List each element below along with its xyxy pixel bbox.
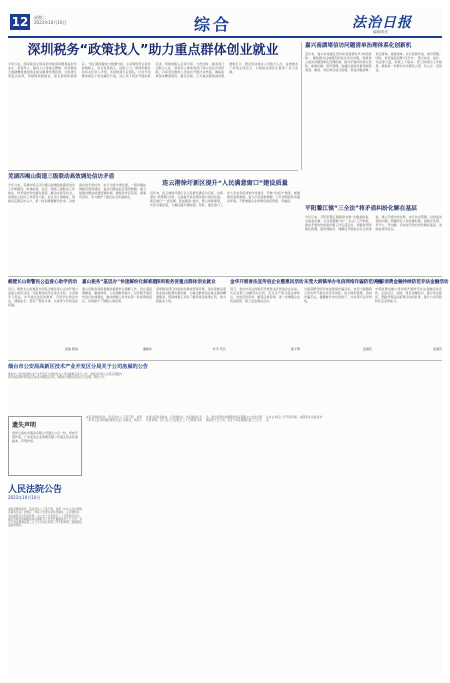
short-article — [82, 279, 157, 357]
page-number: 12 — [11, 15, 29, 29]
mid-center-body: 近年来，连云港徐圩新区以人民群众满意为目标，持续深化“放管服”改革，全面提升政务服务窗口建设质量。新区推行“一窗受理、集成服务”模式，整合审批事项，优化办事流程，大幅压缩办理时限。同时，强化窗口工作人员业务培训和作风建设，开展“好差评”制度，畅通群众监督渠道，着力打造高效便捷、公开透明的政务服务环境，不断增强企业和群众的获得感、幸福感。 — [150, 191, 300, 207]
row-rule — [8, 360, 442, 361]
short-headline[interactable]: 中部消费金融持续防范非法金融活动 — [375, 280, 449, 285]
court-notice-text: 本院受理的案件，因受送达人下落不明，依照《中华人民共和国民事诉讼法》的规定，向其公告送达起诉状副本、应诉通知书、举证通知书及开庭传票。自公告之日起经过三十日即视为送达。提出答辩状的期限和举证期限为公告送达期满后的十五日内，并定于举证期满后第三日上午九时在本院公开开庭审理，逾期将依法缺席判决。 — [8, 508, 82, 528]
short-article — [8, 279, 78, 357]
byline: 张国庆 — [362, 347, 372, 351]
court-notice-body — [86, 416, 442, 672]
short-article — [230, 279, 304, 357]
byline: 张俊 陈锐 — [65, 347, 78, 351]
short-headline[interactable]: 深圳税务促重点群体创业就业 — [156, 280, 216, 285]
byline: 张国庆 — [432, 347, 442, 351]
short-headline[interactable]: 嘉山税务“基层办”快速解纷化解难题 — [82, 280, 157, 285]
column-rule — [301, 42, 302, 170]
mid-left-headline[interactable]: 芜湖四褐山街道三级联动高效调处信访矛盾 — [8, 174, 115, 180]
lost-statement — [8, 416, 82, 476]
lead-headline[interactable]: 深圳税务“政策找人”助力重点群体创业就业 — [27, 43, 279, 58]
edition-date: 2023年10月10日 — [34, 20, 67, 25]
court-notice-body-left — [8, 508, 82, 672]
mid-left-body: 今年以来，芜湖市鸠江区四褐山街道积极探索信访工作新路径，构建街道、社区、网格三级联动工作体系，把矛盾纠纷化解在基层、解决在萌芽状态。街道成立信访工作领导小组，社区设立调解室，网格员定期走访入户，第一时间掌握群众诉求。对排查出的矛盾纠纷，实行分级分类处置，一般问题由网格员现场调处，复杂问题由社区组织调解，重大疑难问题由街道统筹协调，确保件件有着落、事事有回音，有力维护了辖区社会和谐稳定。 — [8, 183, 146, 203]
ad-body: 烟台市公安局高新技术产业开发区分局就有关公司房屋事宜进行公告，请相关权利人在规定期限内持有效证明材料到指定地点办理相关手续，逾期未办理的将依法予以处理。特此公告。 — [8, 373, 122, 380]
newspaper-flag: 法治日报 — [352, 15, 412, 31]
court-notice-title: 人民法院公告 — [8, 485, 63, 495]
byline: 叶宇 代长 — [213, 347, 226, 351]
short-body: 近日，金华市司法局组织开展普法宣传进企业活动，为企业职工讲解劳动合同、安全生产等方面法律知识，发放宣传资料，解答法律咨询，进一步增强企业依法经营、职工依法维权意识。 — [230, 287, 300, 303]
short-body: 深圳税务部门持续优化税收营商环境，落实落细各项创业就业税费优惠政策，为重点群体创业就业提供精准服务，帮助纳税人及时了解和享受政策红利，助力稳就业大局。 — [156, 287, 226, 303]
byline: 徐子勇 — [290, 347, 300, 351]
short-body: 中部消费金融公司持续开展防范非法金融活动宣传，走进社区、校园，普及金融知识，揭示非法集资、套路贷等违法犯罪活动的危害，提升公众风险防范意识和能力。 — [375, 287, 442, 303]
mid-center-headline[interactable]: 连云港徐圩新区提升“人民满意窗口”建设质量 — [162, 180, 288, 187]
mid-right-body: 今年以来，平阳县鳌江镇探索实施“全覆盖排查、全链条化解、全过程跟踪”的“三全法”工作机制，推动矛盾纠纷排查化解工作走深走实。该镇依托网格化管理，组织网格员、调解员开展常态化走访排查，建立矛盾纠纷台账，实行动态管理，对排查发现的问题，明确责任人和化解时限，做到早发现、早介入、早化解，切实把矛盾纠纷化解在基层、消除在萌芽状态。 — [305, 215, 442, 231]
ad-banner — [8, 363, 240, 411]
newspaper-page — [8, 8, 449, 675]
short-headline[interactable]: 鹤壁长山街警民公益爱心助学活动 — [8, 280, 77, 285]
court-notice-text: 本院受理的案件，因受送达人下落不明，依照《中华人民共和国民事诉讼法》的规定，向其公告送达起诉状副本、应诉通知书、举证通知书及开庭传票。自公告之日起经过三十日即视为送达。提出答辩状的期限和举证期限为公告送达期满后的十五日内，并定于举证期满后第三日上午九时在本院公开开庭审理，逾期将依法缺席判决。 — [86, 416, 322, 423]
mid-center-article — [150, 178, 300, 273]
mid-right-article — [305, 205, 442, 273]
mid-left-article — [8, 173, 146, 273]
short-article — [304, 279, 383, 357]
top-right-headline[interactable]: 嘉兴南湖堵信访问题清单治理体系化创新机 — [305, 43, 412, 49]
row-rule — [8, 170, 298, 171]
row-rule — [8, 276, 442, 277]
short-body: 近日，鹤壁长山街道派出所联合辖区爱心企业开展公益爱心助学活动，为困难家庭学生送去书包、文具等学习用品，并开展法治宣传教育，引导学生知法守法、健康成长，营造了警民共建、关爱青少年的良好氛围。 — [8, 287, 78, 307]
edition-info — [34, 15, 66, 25]
editor-line: 编辑/张宏 — [373, 30, 389, 34]
ad-title[interactable]: 烟台市公安局高新区技术产业开发区分局关于公司房屋的公告 — [8, 364, 149, 370]
lead-article — [8, 42, 298, 160]
mid-right-headline[interactable]: 平阳鳌江镇“三全法”将矛盾纠纷化解在基层 — [305, 206, 417, 212]
edition-weekday: 星期二 — [34, 15, 46, 20]
short-article — [156, 279, 226, 357]
short-body: 嘉山县税务局积极推进税费争议调解工作，设立基层调解室，邀请律师、人民调解员参与，对涉税矛盾纠纷进行快速调处，推动纳税人诉求在第一时间得到回应，有效提升了纳税人满意度。 — [82, 287, 152, 303]
top-right-article — [305, 42, 442, 202]
byline: 董晓华 — [142, 347, 152, 351]
court-notice-date: 2023年10月10日 — [8, 495, 41, 500]
lead-body: 今年以来，国家税务总局深圳市税务局聚焦高校毕业生、退役军人、脱贫人口等重点群体，依托税收大数据精准推送创业就业税费优惠政策，让政策红利直达快享，持续释放稳就业、促发展的积极效应。“我们通过税收大数据分析，主动筛选符合条件的纳税人，实行政策找人、送政上门。”深圳市税务局有关负责人介绍，该局组建专业团队，针对不同群体制定个性化辅导方案，线上线下同步开展政策宣讲，帮助纳税人应享尽享。与此同时，税务部门还联合人社、退役军人事务等部门建立信息共享机制，对享受优惠的人员信息开展比对核验，确保政策落实精准规范。截至目前，已为重点群体减免税费数亿元，惠及创业就业人员数万人次，有效激发了市场主体活力，为稳就业保民生提供了有力支撑。 — [8, 62, 298, 78]
court-notice-header — [8, 482, 84, 504]
short-headline[interactable]: 金华开展普法宣传进企业暨惠民活动 — [230, 280, 304, 285]
lost-body: 贵州云鼎技术服务有限公司遗失公章一枚，特此声明作废。广东某某企业管理有限公司遗失营业执照副本，声明作废。 — [12, 431, 79, 443]
masthead — [8, 8, 442, 38]
short-body: 为提高群众防范电信网络诈骗意识，东莞大朗镇联合派出所开展反诈宣传讲座，结合典型案例，剖析诈骗手法，提醒群众守好钱袋子，切实筑牢反诈防线。 — [304, 287, 372, 303]
section-title: 综合 — [194, 15, 233, 34]
short-headline[interactable]: 东莞大朗镇举办电信网络诈骗防范讲座 — [304, 280, 383, 285]
lost-title: 遗失声明 — [12, 422, 37, 429]
short-article — [375, 279, 449, 357]
top-right-body: 近年来，嘉兴市南湖区坚持和发展新时代“枫桥经验”，聚焦群众反映强烈的信访突出问题，创新建立信访问题清单化治理机制，推动矛盾纠纷源头预防、前端化解、闭环管理。南湖区将信访事项按照类别、属地、责任单位进行梳理，形成问题清单、责任清单、措施清单，实行挂图作战、销号管理。同时，依托基层治理“四平台”，整合综治、信访、司法等力量，构建上下联动、部门协同的工作格局，确保每一件群众诉求都有人管、有人办、有回音。 — [305, 52, 442, 72]
